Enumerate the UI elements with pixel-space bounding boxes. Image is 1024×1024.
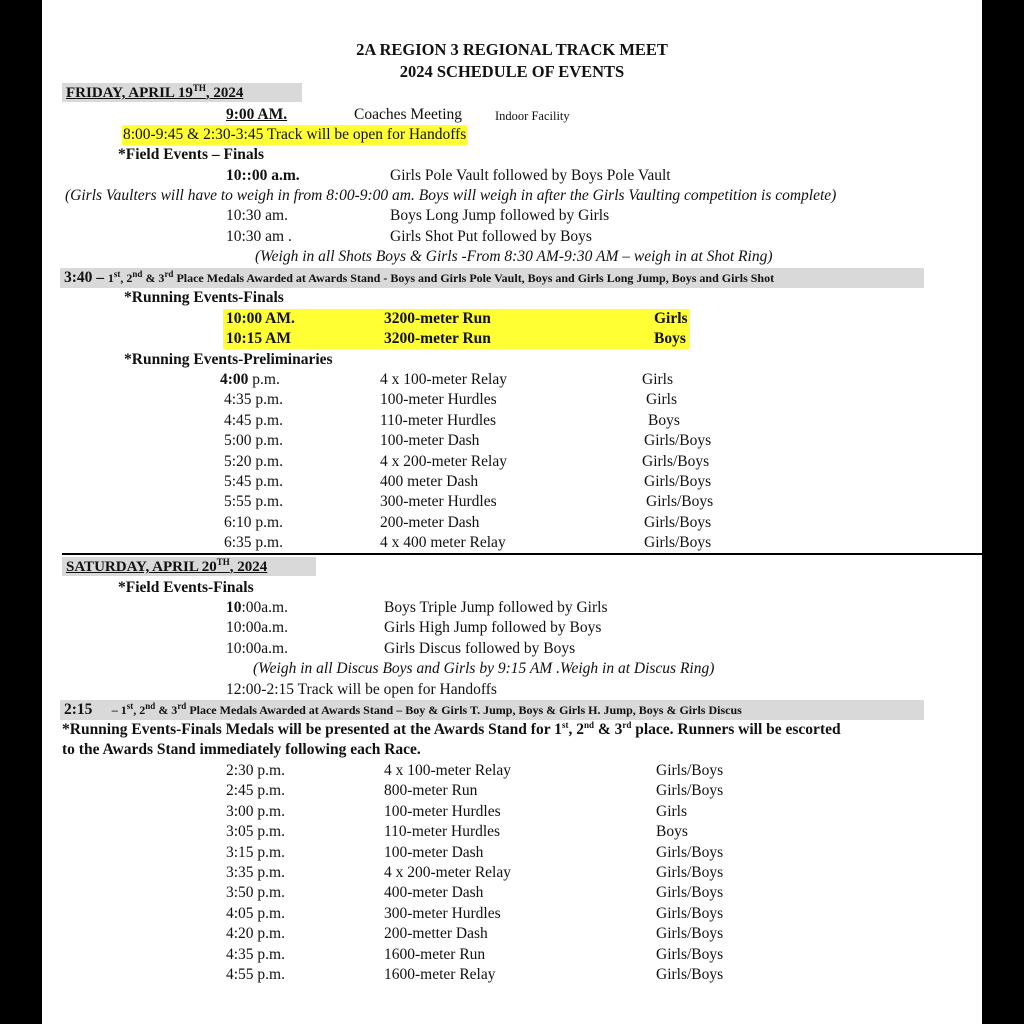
saturday-header [66,557,267,577]
saturday-final-event: 300-meter Hurdles [384,905,501,922]
saturday-final-time: 4:35 p.m. [226,946,285,963]
prelim-event: 300-meter Hurdles [380,493,497,510]
friday-field-event-1: Girls Pole Vault followed by Boys Pole Vault [390,167,671,184]
day-divider [62,553,982,555]
document-title: 2A REGION 3 REGIONAL TRACK MEET [356,40,668,59]
prelim-event: 200-meter Dash [380,514,480,531]
saturday-final-gender: Girls/Boys [656,884,724,901]
friday-final-gender-2: Boys [654,330,686,347]
saturday-final-gender: Girls/Boys [656,966,724,983]
coaches-event: Coaches Meeting [354,106,463,123]
prelim-gender: Girls [642,371,673,388]
saturday-final-time: 3:15 p.m. [226,844,285,861]
friday-field-time-2: 10:30 am. [226,207,288,224]
prelim-event: 4 x 200-meter Relay [380,453,507,470]
prelim-gender: Girls/Boys [644,514,712,531]
friday-final-gender-1: Girls [654,310,688,327]
saturday-final-time: 3:00 p.m. [226,803,285,820]
prelim-gender: Girls/Boys [644,534,712,551]
prelim-event: 4 x 100-meter Relay [380,371,507,388]
prelim-gender: Girls/Boys [644,473,712,490]
friday-medals-time: 3:40 – [64,269,105,286]
saturday-final-event: 200-metter Dash [384,925,488,942]
prelim-gender: Girls [646,391,677,408]
saturday-final-event: 100-meter Dash [384,844,484,861]
prelim-event: 4 x 400 meter Relay [380,534,506,551]
saturday-final-event: 100-meter Hurdles [384,803,501,820]
saturday-running-line-2: to the Awards Stand immediately following each Race. [62,741,421,758]
prelim-gender: Girls/Boys [642,453,710,470]
prelim-time: 5:20 p.m. [224,453,283,470]
friday-header-year: , 2024 [205,85,244,101]
saturday-header-year: , 2024 [229,559,268,575]
prelim-event: 100-meter Hurdles [380,391,497,408]
prelim-gender: Girls/Boys [646,493,714,510]
saturday-medals-text: – 1st, 2nd & 3rd Place Medals Awarded at Awards Stand – Boy & Girls T. Jump, Boys & Girls H. Jump, Boys & Girls Discus [111,701,742,717]
prelim-time: 6:10 p.m. [224,514,283,531]
friday-field-heading: *Field Events – Finals [118,146,264,163]
saturday-field-time-2: 10:00a.m. [226,619,288,636]
friday-medals-text: 1st, 2nd & 3rd Place Medals Awarded at Awards Stand - Boys and Girls Pole Vault, Boys and Girls Long Jump, Boys and Girls Shot [107,269,775,285]
friday-final-time-1: 10:00 AM. [226,310,295,327]
prelim-gender: Girls/Boys [644,432,712,449]
prelim-time: 5:00 p.m. [224,432,283,449]
saturday-final-event: 1600-meter Run [384,946,486,963]
friday-field-event-2: Boys Long Jump followed by Girls [390,207,610,224]
saturday-final-gender: Girls/Boys [656,844,724,861]
prelim-time: 4:35 p.m. [224,391,283,408]
saturday-medals-time: 2:15 [64,701,93,718]
prelim-time: 5:45 p.m. [224,473,283,490]
friday-final-time-2: 10:15 AM [226,330,292,347]
saturday-final-gender: Girls [656,803,687,820]
friday-field-time-3: 10:30 am . [226,228,292,245]
prelim-time: 6:35 p.m. [224,534,283,551]
saturday-track-open: 12:00-2:15 Track will be open for Handoffs [226,681,497,698]
saturday-final-time: 4:55 p.m. [226,966,285,983]
vault-weigh-in-note: (Girls Vaulters will have to weigh in from 8:00-9:00 am. Boys will weigh in after the Girls Vaulting competition is complete) [65,187,837,204]
saturday-field-event-2: Girls High Jump followed by Boys [384,619,602,636]
document-page [42,0,982,1024]
saturday-final-time: 3:35 p.m. [226,864,285,881]
friday-final-event-2: 3200-meter Run [384,330,491,347]
saturday-final-event: 400-meter Dash [384,884,484,901]
saturday-running-line-1: *Running Events-Finals Medals will be presented at the Awards Stand for 1st, 2nd & 3rd place. Runners will be escorted [62,719,841,738]
saturday-final-event: 4 x 100-meter Relay [384,762,511,779]
saturday-field-time-3: 10:00a.m. [226,640,288,657]
friday-running-finals-heading: *Running Events-Finals [124,289,284,306]
friday-final-event-1: 3200-meter Run [384,310,491,327]
saturday-field-time-1: 10:00a.m. [226,599,288,616]
saturday-field-event-3: Girls Discus followed by Boys [384,640,576,657]
friday-field-event-3: Girls Shot Put followed by Boys [390,228,592,245]
saturday-final-event: 800-meter Run [384,782,478,799]
saturday-final-time: 3:05 p.m. [226,823,285,840]
discus-weigh-in-note: (Weigh in all Discus Boys and Girls by 9:15 AM .Weigh in at Discus Ring) [253,660,715,677]
saturday-final-gender: Girls/Boys [656,864,724,881]
saturday-final-time: 2:45 p.m. [226,782,285,799]
prelim-event: 100-meter Dash [380,432,480,449]
saturday-final-time: 2:30 p.m. [226,762,285,779]
shot-weigh-in-note: (Weigh in all Shots Boys & Girls -From 8:30 AM-9:30 AM – weigh in at Shot Ring) [255,248,773,265]
saturday-final-event: 110-meter Hurdles [384,823,501,840]
prelim-gender: Boys [648,412,680,429]
saturday-final-gender: Girls/Boys [656,762,724,779]
coaches-place: Indoor Facility [495,109,570,123]
saturday-header-date: SATURDAY, APRIL 20 [66,559,217,575]
prelim-time: 4:00 p.m. [220,371,280,388]
saturday-medals-line [64,700,742,720]
saturday-final-gender: Boys [656,823,688,840]
saturday-final-event: 4 x 200-meter Relay [384,864,511,881]
friday-medals-line [64,268,774,288]
saturday-final-time: 4:20 p.m. [226,925,285,942]
saturday-final-time: 3:50 p.m. [226,884,285,901]
saturday-final-gender: Girls/Boys [656,925,724,942]
document-subtitle: 2024 SCHEDULE OF EVENTS [399,62,625,81]
friday-header-date: FRIDAY, APRIL 19 [66,85,193,101]
saturday-field-heading: *Field Events-Finals [118,579,254,596]
friday-track-open: 8:00-9:45 & 2:30-3:45 Track will be open for Handoffs [123,126,467,143]
friday-header-sup: TH [192,83,206,93]
prelim-time: 4:45 p.m. [224,412,283,429]
friday-prelims-heading: *Running Events-Preliminaries [124,351,333,368]
saturday-final-gender: Girls/Boys [656,946,724,963]
coaches-time: 9:00 AM. [226,106,288,123]
prelim-event: 110-meter Hurdles [380,412,497,429]
saturday-final-gender: Girls/Boys [656,905,724,922]
saturday-final-event: 1600-meter Relay [384,966,496,983]
saturday-final-gender: Girls/Boys [656,782,724,799]
friday-field-time-1: 10::00 a.m. [226,167,300,184]
saturday-field-event-1: Boys Triple Jump followed by Girls [384,599,608,616]
friday-header [66,83,243,103]
prelim-event: 400 meter Dash [380,473,479,490]
saturday-final-time: 4:05 p.m. [226,905,285,922]
prelim-time: 5:55 p.m. [224,493,283,510]
saturday-header-sup: TH [216,557,230,567]
